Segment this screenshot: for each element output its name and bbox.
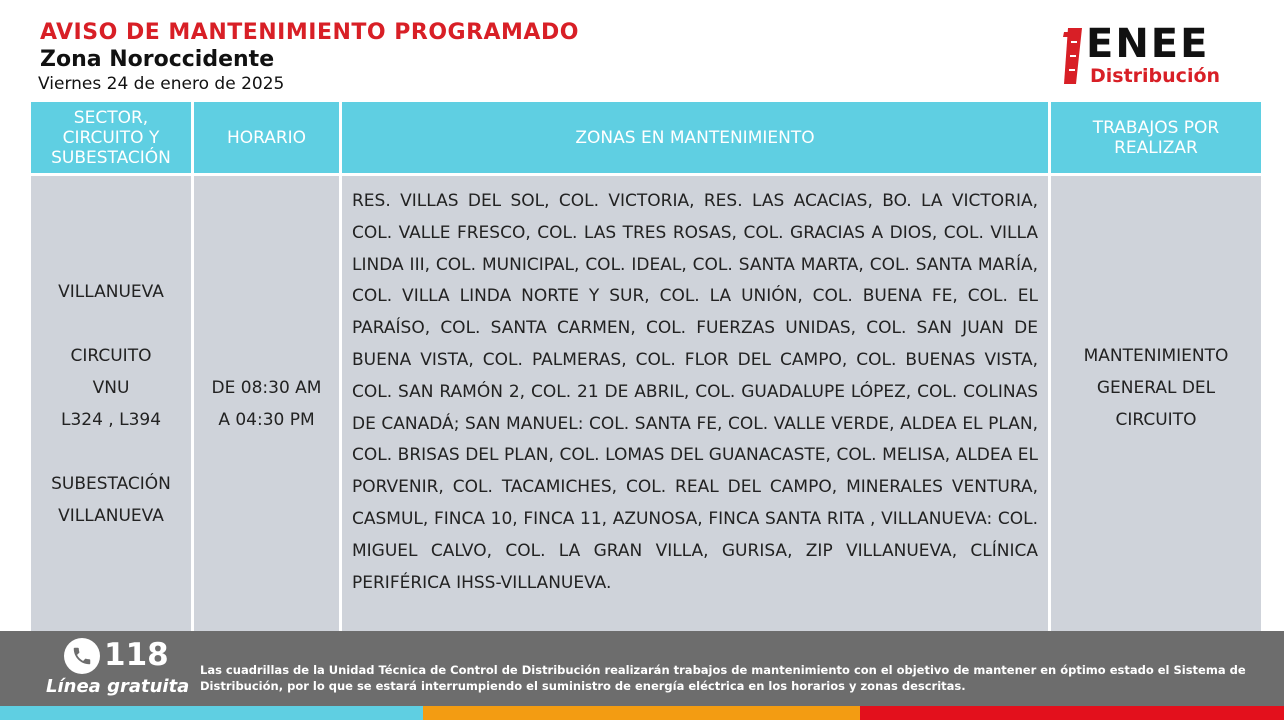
free-line-label: Línea gratuita xyxy=(46,676,190,697)
page-footer xyxy=(0,631,1284,706)
footer-notice: Las cuadrillas de la Unidad Técnica de Control de Distribución realizarán trabajos de mantenimiento con el objetivo de mantener en óptimo estado el Sistema de Distribución, por lo que se estará interrumpiendo el suministro de energía eléctrica en los horarios y zonas descritas. xyxy=(200,663,1246,693)
circuit-code: VNU xyxy=(92,378,130,399)
zone-name: Zona Noroccidente xyxy=(40,47,275,72)
circuit-lines: L324 , L394 xyxy=(60,410,162,431)
cell-sector xyxy=(30,175,193,633)
maintenance-table xyxy=(28,99,1264,633)
circuit-label: CIRCUITO xyxy=(70,346,152,367)
page-header xyxy=(0,0,1284,100)
phone-number: 118 xyxy=(104,637,169,673)
schedule-end: A 04:30 PM xyxy=(218,410,315,431)
stripe-orange xyxy=(423,706,860,720)
header-works: TRABAJOS POR REALIZAR xyxy=(1050,101,1263,175)
cell-zones: RES. VILLAS DEL SOL, COL. VICTORIA, RES. LAS ACACIAS, BO. LA VICTORIA, COL. VALLE FRESCO, COL. LAS TRES ROSAS, COL. GRACIAS A DIOS, COL. VILLA LINDA III, COL. MUNICIPAL, COL. IDEAL, COL. SANTA MARTA, COL. SANTA MARÍA, COL. VILLA LINDA NORTE Y SUR, COL. LA UNIÓN, COL. BUENA FE, COL. EL PARAÍSO, COL. SANTA CARMEN, COL. FUERZAS UNIDAS, COL. SAN JUAN DE BUENA VISTA, COL. PALMERAS, COL. FLOR DEL CAMPO, COL. BUENAS VISTA, COL. SAN RAMÓN 2, COL. 21 DE ABRIL, COL. GUADALUPE LÓPEZ, COL. COLINAS DE CANADÁ; SAN MANUEL: COL. SANTA FE, COL. VALLE VERDE, ALDEA EL PLAN, COL. BRISAS DEL PLAN, COL. LOMAS DEL GUANACASTE, COL. MELISA, ALDEA EL PORVENIR, COL. TACAMICHES, COL. REAL DEL CAMPO, MINERALES VENTURA, CASMUL, FINCA 10, FINCA 11, AZUNOSA, FINCA SANTA RITA , VILLANUEVA: COL. MIGUEL CALVO, COL. LA GRAN VILLA, GURISA, ZIP VILLANUEVA, CLÍNICA PERIFÉRICA IHSS-VILLANUEVA. xyxy=(341,175,1050,633)
table-header-row xyxy=(30,101,1263,175)
header-zones: ZONAS EN MANTENIMIENTO xyxy=(341,101,1050,175)
substation-name: VILLANUEVA xyxy=(58,506,164,527)
phone-icon xyxy=(64,638,100,674)
header-sector: SECTOR, CIRCUITO Y SUBESTACIÓN xyxy=(30,101,193,175)
schedule-start: DE 08:30 AM xyxy=(211,378,322,399)
header-schedule: HORARIO xyxy=(193,101,341,175)
stripe-cyan xyxy=(0,706,423,720)
works-text: MANTENIMIENTO GENERAL DEL CIRCUITO xyxy=(1083,346,1229,431)
notice-date: Viernes 24 de enero de 2025 xyxy=(38,74,285,94)
substation-label: SUBESTACIÓN xyxy=(51,474,171,495)
sector-name: VILLANUEVA xyxy=(58,282,164,303)
table-row xyxy=(30,175,1263,633)
cell-works xyxy=(1050,175,1263,633)
notice-title: AVISO DE MANTENIMIENTO PROGRAMADO xyxy=(40,20,579,45)
stripe-red xyxy=(860,706,1284,720)
enee-logo xyxy=(1062,21,1252,88)
enee-logo-mark-icon xyxy=(1062,28,1086,84)
logo-brand: ENEE xyxy=(1086,21,1210,67)
cell-schedule xyxy=(193,175,341,633)
logo-subtitle: Distribución xyxy=(1090,65,1221,87)
